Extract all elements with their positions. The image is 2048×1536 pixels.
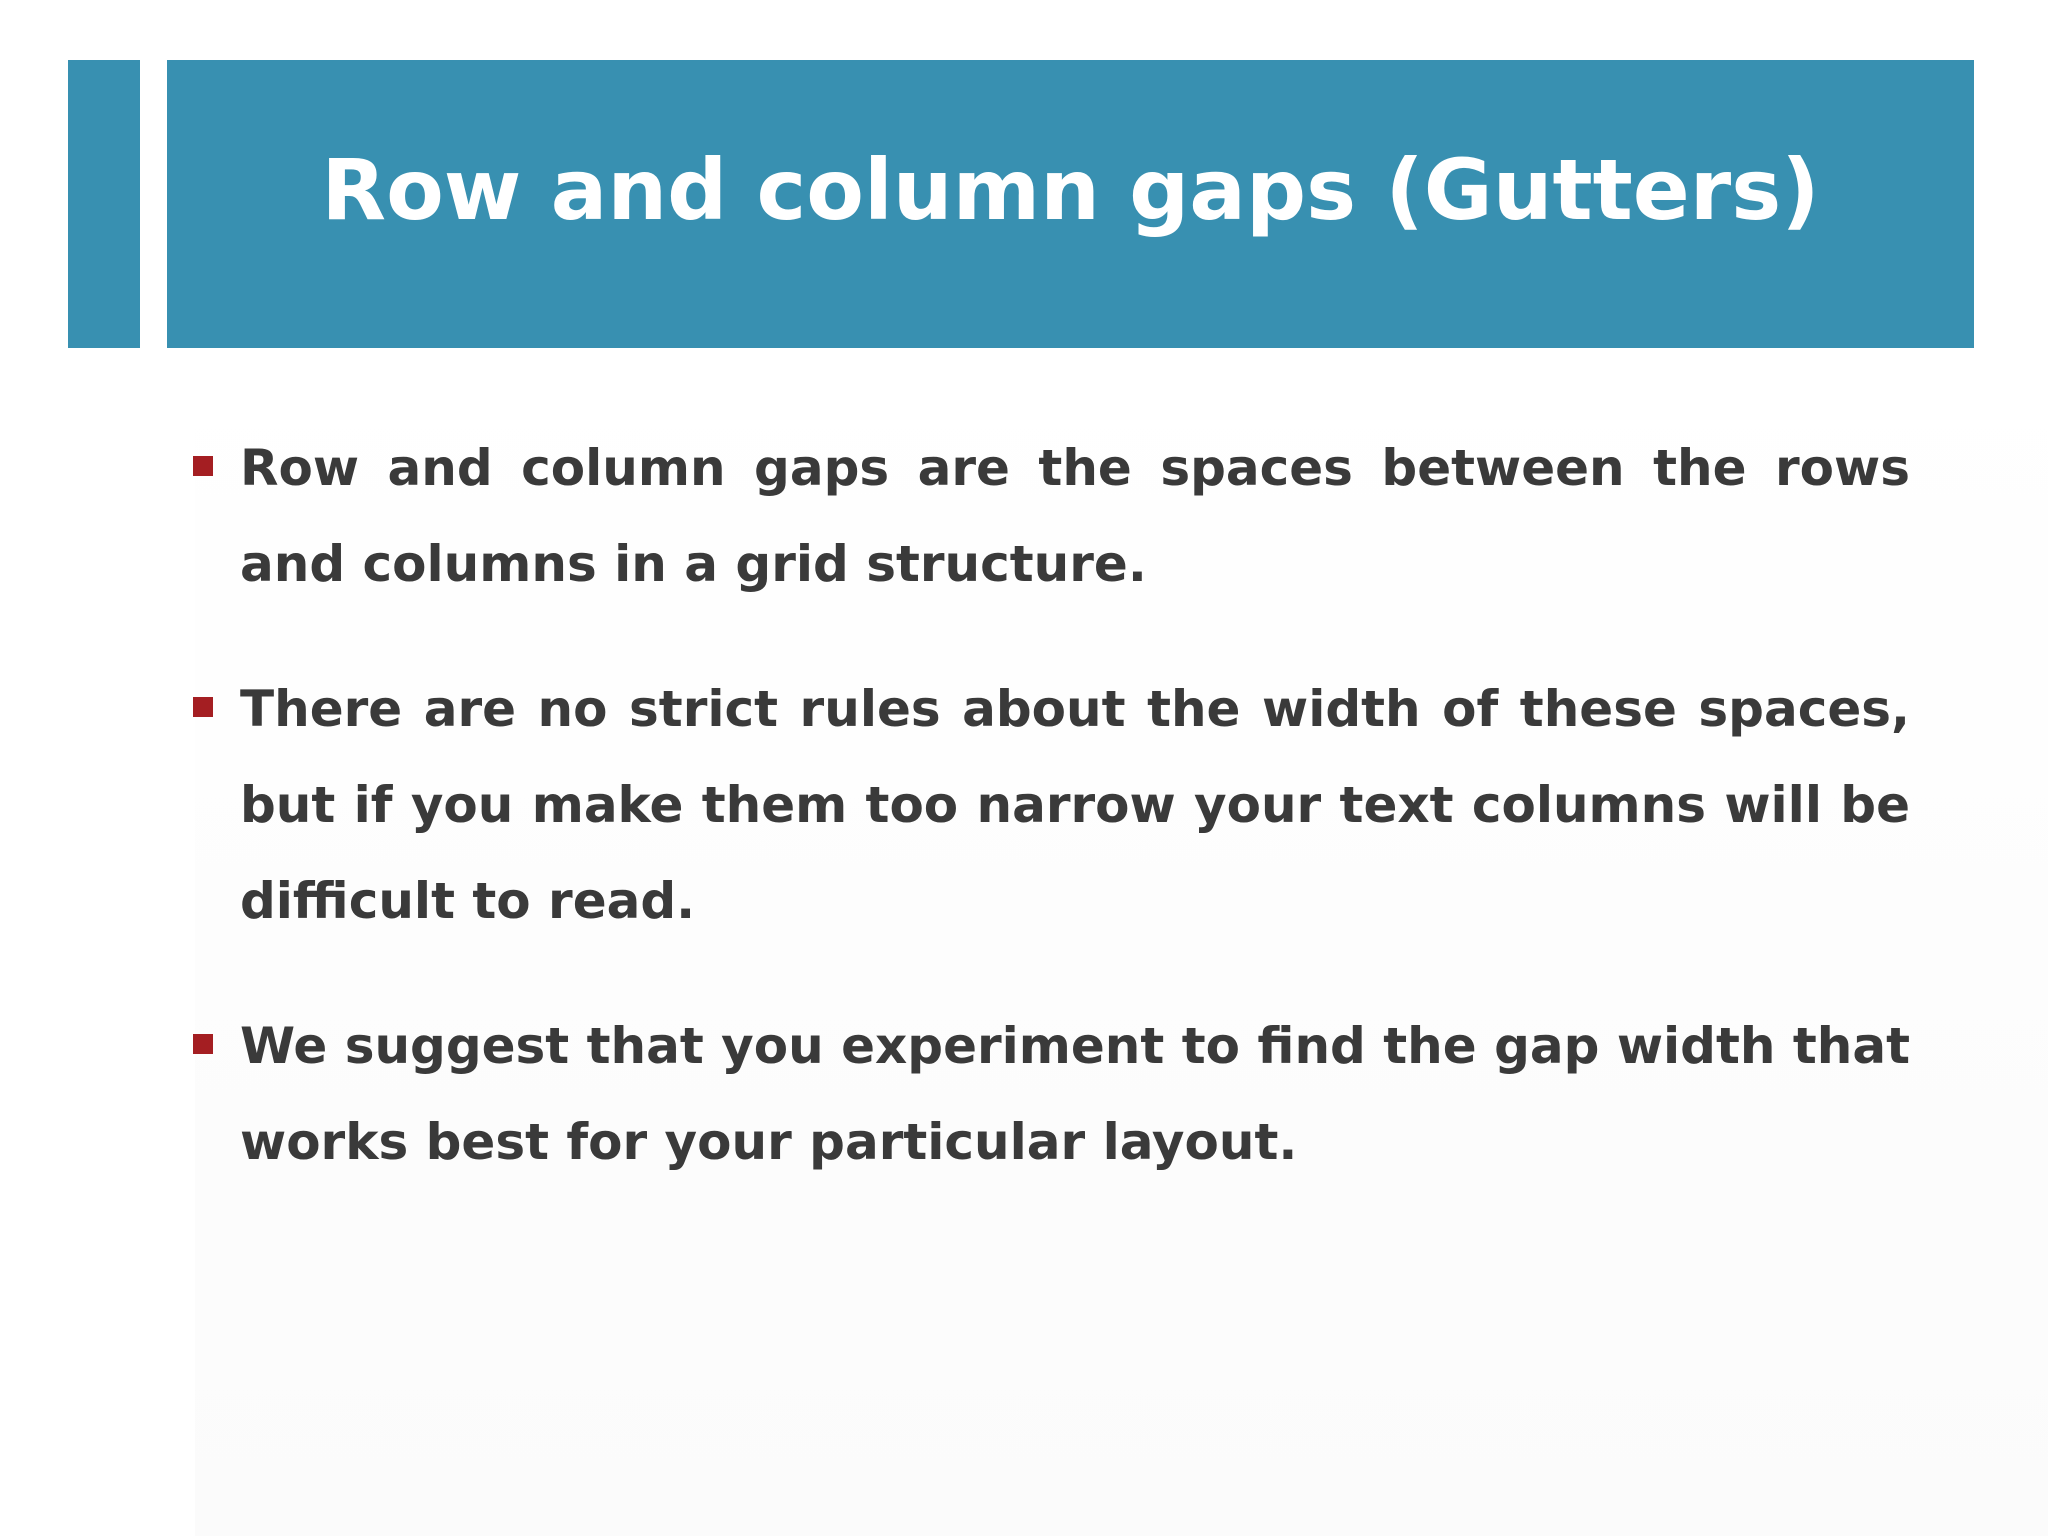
bullet-text: We suggest that you experiment to find the gap width that works best for your particular layout. — [240, 1017, 1910, 1171]
bullet-list — [190, 420, 1910, 1239]
slide-title: Row and column gaps (Gutters) — [321, 141, 1820, 239]
bullet-text: Row and column gaps are the spaces between the rows and columns in a grid structure. — [240, 439, 1910, 593]
title-bar — [167, 60, 1974, 348]
bullet-text: There are no strict rules about the width of these spaces, but if you make them too narrow your text columns will be difficult to read. — [240, 680, 1910, 930]
square-bullet-icon — [193, 1034, 213, 1054]
bullet-item — [190, 998, 1910, 1190]
square-bullet-icon — [193, 697, 213, 717]
square-bullet-icon — [193, 456, 213, 476]
title-accent-bar — [68, 60, 140, 348]
bullet-item — [190, 661, 1910, 949]
bullet-item — [190, 420, 1910, 612]
